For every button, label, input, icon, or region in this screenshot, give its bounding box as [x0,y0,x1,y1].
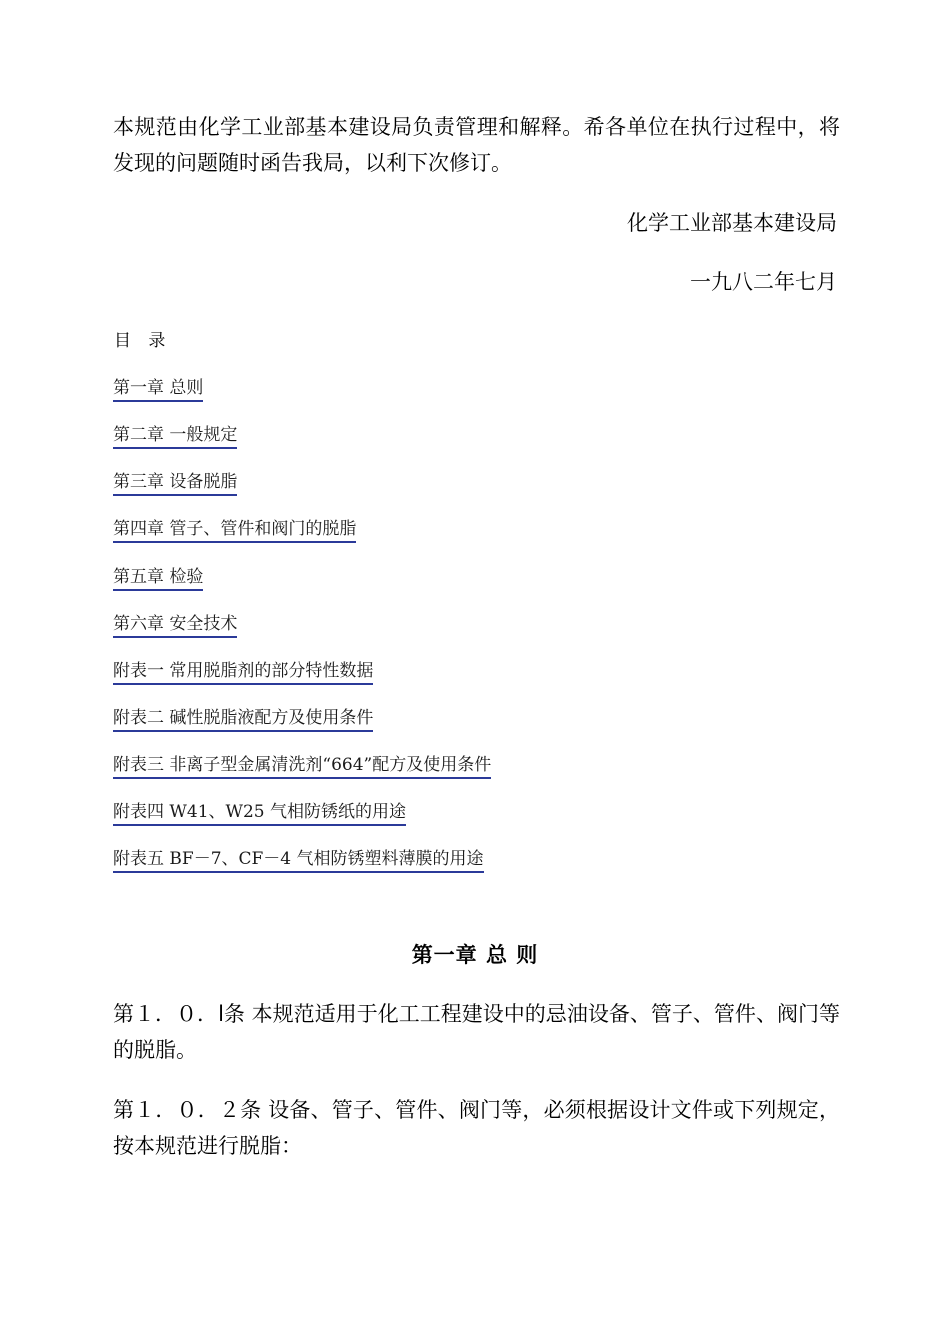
toc-heading: 目 录 [114,331,172,351]
article-1-0-2: 第１．０．２条 设备、管子、管件、阀门等，必须根据设计文件或下列规定，按本规范进行脱脂： [113,1098,840,1158]
chapter-title: 第一章 总 则 [411,943,539,967]
toc-link-appendix-2[interactable]: 附表二 碱性脱脂液配方及使用条件 [113,707,373,732]
toc-link-chapter-3[interactable]: 第三章 设备脱脂 [113,471,237,496]
toc-link-chapter-4[interactable]: 第四章 管子、管件和阀门的脱脂 [113,518,356,543]
toc-link-chapter-1[interactable]: 第一章 总则 [113,377,203,402]
toc-link-appendix-3[interactable]: 附表三 非离子型金属清洗剂“664”配方及使用条件 [113,754,491,779]
signature-line: 化学工业部基本建设局 [627,211,837,235]
toc-link-appendix-1[interactable]: 附表一 常用脱脂剂的部分特性数据 [113,660,373,685]
article-1-0-1: 第１．０．l条 本规范适用于化工工程建设中的忌油设备、管子、管件、阀门等的脱脂。 [113,1002,840,1062]
toc-link-chapter-6[interactable]: 第六章 安全技术 [113,613,237,638]
toc-link-appendix-5[interactable]: 附表五 BF－7、CF－4 气相防锈塑料薄膜的用途 [113,848,484,873]
toc-link-chapter-5[interactable]: 第五章 检验 [113,566,203,591]
toc-link-chapter-2[interactable]: 第二章 一般规定 [113,424,237,449]
date-line: 一九八二年七月 [690,270,837,294]
toc-link-appendix-4[interactable]: 附表四 W41、W25 气相防锈纸的用途 [113,801,406,826]
intro-paragraph: 本规范由化学工业部基本建设局负责管理和解释。希各单位在执行过程中，将发现的问题随时函告我局，以利下次修订。 [113,115,840,175]
